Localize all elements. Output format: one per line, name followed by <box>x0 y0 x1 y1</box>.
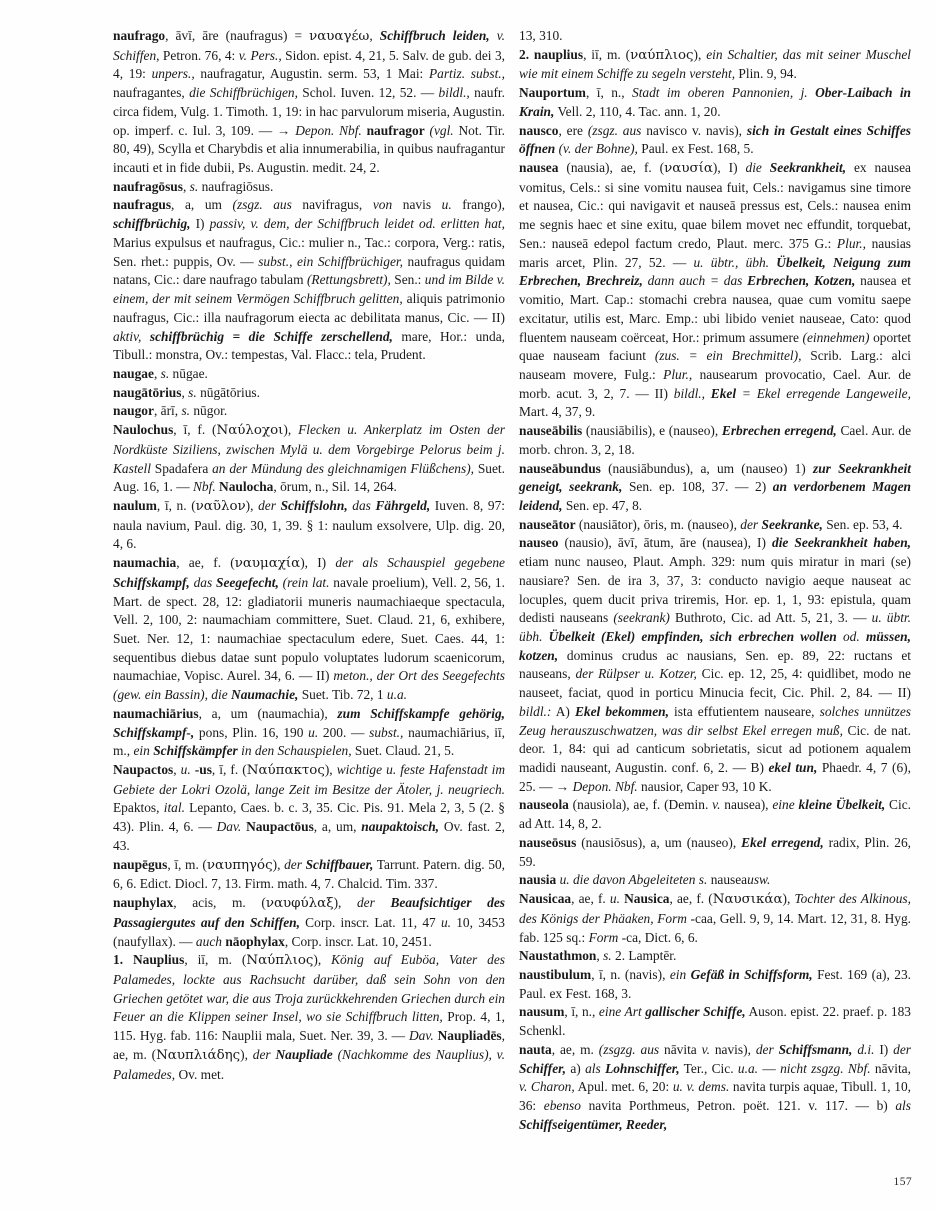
page-number: 157 <box>893 1176 912 1188</box>
dictionary-entry: Nauportum, ī, n., Stadt im oberen Pannonien, j. Ober-Laibach in Krain, Vell. 2, 110, 4. Tac. ann. 1, 20. <box>519 85 911 119</box>
dictionary-entry: naugor, ārī, s. nūgor. <box>113 403 228 419</box>
dictionary-entry: nauseābundus (nausiābundus), a, um (nauseo) 1) zur Seekrankheit geneigt, seekrank, Sen. ep. 108, 37. — 2) an verdorbenem Magen leidend, Sen. ep. 47, 8. <box>519 460 911 513</box>
dictionary-entry: naugae, s. nūgae. <box>113 365 208 381</box>
dictionary-entry: nauseo (nausio), āvī, ātum, āre (nausea), I) die Seekrankheit haben, etiam nunc nauseo, Plaut. Amph. 329: num quis miratur in mari (se) nausiare? Sen. de ira 3, 37, 3: conducto navigio aeque nauseat ac locuples, quem ducit priva triremis, Hor. ep. 1, 1, 93: epistula, quam dedisti nauseans (seekrank) Buthroto, Cic. ad Att. 5, 21, 3. — u. übtr. übh. Übelkeit (Ekel) empfinden, sich erbrechen wollen od. müssen, kotzen, dominus crudus ac nausians, Sen. ep. 89, 22: ructans et nauseans, der Rülpser u. Kotzer, Cic. ep. 12, 25, 4: quidlibet, modo ne nauseet, faciat, quod in porticu Minucia fecit, Cic. Phil. 2, 84. — II) bildl.: A) Ekel bekommen, ista effutientem nauseare, solches unnützes Zeug herauszuschwatzen, was dir selbst Ekel erregen muß, Cic. de nat. deor. 1, 84: qui ad canticum sobrietatis, sicut ad potionem aqualem madidi nauseant, Augustin. conf. 6, 2. — B) ekel tun, Phaedr. 4, 7 (6), 25. — → Depon. Nbf. nausior, Caper 93, 10 K. <box>519 535 911 794</box>
dictionary-entry: nausia u. die davon Abgeleiteten s. nauseausw. <box>519 872 771 888</box>
dictionary-entry: Nausicaa, ae, f. u. Nausica, ae, f. (Ναυσικάα), Tochter des Alkinous, des Königs der Phäaken, Form -caa, Gell. 9, 9, 14. Mart. 12, 31, 8. Hyg. fab. 125 sq.: Form -ca, Dict. 6, 6. <box>519 891 911 945</box>
dictionary-entry: naumachiārius, a, um (naumachia), zum Schiffskampfe gehörig, Schiffskampf-, pons, Plin. 16, 190 u. 200. — subst., naumachiārius, iī, m., ein Schiffskämpfer in den Schauspielen, Suet. Claud. 21, 5. <box>113 705 506 759</box>
dictionary-entry: 2. nauplius, iī, m. (ναύπλιος), ein Schaltier, das mit seiner Muschel wie mit einem Schiffe zu segeln versteht, Plin. 9, 94. <box>519 46 912 82</box>
dictionary-entry: nauphylax, acis, m. (ναυφύλαξ), der Beaufsichtiger des Passagiergutes auf den Schiffen, Corp. inscr. Lat. 11, 47 u. 10, 3453 (naufyllax). — auch nāophylax, Corp. inscr. Lat. 10, 2451. <box>113 895 505 949</box>
dictionary-entry: naulum, ī, n. (ναῦλον), der Schiffslohn, das Fährgeld, Iuven. 8, 97: naula navium, Paul. dig. 30, 1, 39. § 1: naulum exsolvere, Ulp. dig. 20, 4, 6. <box>113 497 505 552</box>
dictionary-entry: naustibulum, ī, n. (navis), ein Gefäß in Schiffsform, Fest. 169 (a), 23. Paul. ex Fest. 168, 3. <box>519 966 911 1001</box>
dictionary-entry: nausum, ī, n., eine Art gallischer Schiffe, Auson. epist. 22. praef. p. 183 Schenkl. <box>519 1004 911 1039</box>
dictionary-entry: Naupactos, u. -us, ī, f. (Ναύπακτος), wichtige u. feste Hafenstadt im Gebiete der Lokri Ozolä, lange Zeit im Besitze der Ätoler, j. neugriech. Epaktos, ital. Lepanto, Caes. b. c. 3, 35. Cic. Pis. 91. Mela 2, 3, 5 (2. § 43). Plin. 4, 6. — Dav. Naupactōus, a, um, naupaktoisch, Ov. fast. 2, 43. <box>113 762 506 853</box>
dictionary-entry: naufrago, āvī, āre (naufragus) = ναυαγέω, Schiffbruch leiden, v. Schiffen, Petron. 76, 4: v. Pers., Sidon. epist. 4, 21, 5. Salv. de gub. dei 3, 4, 19: unpers., naufragatur, Augustin. serm. 53, 1 Mai: Partiz. subst., naufragantes, die Schiffbrüchigen, Schol. Iuven. 12, 52. — bildl., naufr. circa fidem, Vulg. 1. Timoth. 1, 19: in hac parvulorum miseria, Augustin. op. imperf. c. Iul. 3, 109. — → Depon. Nbf. naufragor (vgl. Not. Tir. 80, 49), Scylla et Charybdis et alia innumerabilia, in quibus naufragantur incauti et in fide dubii, Ps. Augustin. medit. 24, 2. <box>113 28 506 176</box>
dictionary-entry: nauseola (nausiola), ae, f. (Demin. v. nausea), eine kleine Übelkeit, Cic. ad Att. 14, 8, 2. <box>519 797 911 832</box>
dictionary-entry: nauseōsus (nausiōsus), a, um (nauseo), Ekel erregend, radix, Plin. 26, 59. <box>519 834 912 869</box>
dictionary-entry: nauta, ae, m. (zsgzg. aus nāvita v. navis), der Schiffsmann, d.i. I) der Schiffer, a) als Lohnschiffer, Ter., Cic. u.a. — nicht zsgzg. Nbf. nāvita, v. Charon, Apul. met. 6, 20: u. v. dems. navita turpis aquae, Tibull. 1, 10, 36: ebenso navita Porthmeus, Petron. poët. 121. v. 117. — b) als Schiffseigentümer, Reeder, <box>519 1041 912 1132</box>
dictionary-entry: naupēgus, ī, m. (ναυπηγός), der Schiffbauer, Tarrunt. Patern. dig. 50, 6, 6. Edict. Diocl. 7, 13. Firm. math. 4, 7. Chalcid. Tim. 337. <box>113 856 506 892</box>
dictionary-entry: nausco, ere (zsgz. aus navisco v. navis), sich in Gestalt eines Schiffes öffnen (v. der Bohne), Paul. ex Fest. 168, 5. <box>519 122 912 157</box>
entry-continuation: 13, 310. <box>519 28 563 43</box>
dictionary-entry: 1. Nauplius, iī, m. (Ναύπλιος), König auf Euböa, Vater des Palamedes, lockte aus Rachsucht darüber, daß sein Sohn von den Griechen getötet war, die aus Troja zurückkehrenden Griechen durch ein Feuer an die Klippen seiner Insel, wo sie Schiffbruch litten, Prop. 4, 1, 115. Hyg. fab. 116: Nauplii mala, Suet. Ner. 39, 3. — Dav. Naupliadēs, ae, m. (Ναυπλιάδης), der Naupliade (Nachkomme des Nauplius), v. Palamedes, Ov. met. <box>113 952 506 1082</box>
dictionary-entry: naumachia, ae, f. (ναυμαχία), I) der als Schauspiel gegebene Schiffskampf, das Seegefecht, (rein lat. navale proelium), Vell. 2, 56, 1. Mart. de spect. 28, 12: gladiatorii muneris naumachiaeque spectacula, Vell. 2, 100, 2: naumachiam committere, Suet. Claud. 21, 6, exhibere, Suet. Ner. 12, 1: naumachiae spectaculum edere, Suet. Caes. 44, 1: sequentibus diebus datae sunt populo voluptates ludorum scaenicorum, naumachiae, Vopisc. Aurel. 34, 6. — II) meton., der Ort des Seegefechts (gew. ein Bassin), die Naumachie, Suet. Tib. 72, 1 u.a. <box>113 555 505 703</box>
dictionary-entry: nauseābilis (nausiābilis), e (nauseo), Erbrechen erregend, Cael. Aur. de morb. chron. 3, 2, 18. <box>519 423 912 457</box>
dictionary-entry: Naustathmon, s. 2. Lamptēr. <box>519 948 677 964</box>
dictionary-entry: Naulochus, ī, f. (Ναύλοχοι), Flecken u. Ankerplatz im Osten der Nordküste Siziliens, zwischen Mylä u. dem Vorgebirge Pelorus beim j. Kastell Spadafera an der Mündung des gleichnamigen Flüßchens), Suet. Aug. 16, 1. — Nbf. Naulocha, ōrum, n., Sil. 14, 264. <box>113 422 506 495</box>
dictionary-entry: nauseātor (nausiātor), ōris, m. (nauseo), der Seekranke, Sen. ep. 53, 4. <box>519 516 903 532</box>
dictionary-entry: naugātōrius, s. nūgātōrius. <box>113 384 260 400</box>
page-columns <box>113 27 912 1157</box>
dictionary-entry: nausea (nausia), ae, f. (ναυσία), I) die Seekrankheit, ex nausea vomitus, Cels.: si sine vomitu nausea fuit, Cels.: navigamus sine timore et nausea, Cic.: qui navigavit et nauseā pressus est, Cels.: nausea enim me segnis haec et sine exitu, quae bilem movet nec effundit, torquebat, Sen.: nauseā edepol factum credo, Plaut. merc. 375 G.: Plur., nausias maris arcet, Plin. 27, 52. — u. übtr., übh. Übelkeit, Neigung zum Erbrechen, Brechreiz, dann auch = das Erbrechen, Kotzen, nausea et vomitio, Mart. Cap.: stomachi crebra nausea, quae cum vomitu saepe excitatur, utilis est, Marc. Emp.: ubi libido veniet nauseae, Cato: quod fluentem nauseam coërceat, Hor.: primum assumere (einnehmen) oportet quae nauseam faciunt (zus. = ein Brechmittel), Scrib. Larg.: alci nauseam movere, Fulg.: Plur., nausearum provocatio, Cael. Aur. de morb. acut. 3, 2, 7. — II) bildl., Ekel = Ekel erregende Langeweile, Mart. 4, 37, 9. <box>519 160 912 420</box>
dictionary-entry: naufragus, a, um (zsgz. aus navifragus, von navis u. frango), schiffbrüchig, I) passiv, v. dem, der Schiffbruch leidet od. erlitten hat, Marius expulsus et naufragus, Cic.: mulier n., Tac.: corpora, Verg.: ratis, Sen. rhet.: puppis, Ov. — subst., ein Schiffbrüchiger, naufragus quidam natans, Cic.: dare naufrago tabulam (Rettungsbrett), Sen.: und im Bilde v. einem, der mit seinem Vermögen Schiffbruch gelitten, aliquis patrimonio naufragus, Cic.: illa naufragorum eiecta ac debilitata manus, Cic. — II) aktiv, schiffbrüchig = die Schiffe zerschellend, mare, Hor.: unda, Tibull.: monstra, Ov.: tempestas, Val. Flacc.: tela, Prudent. <box>113 197 506 363</box>
left-text-column <box>113 27 505 1157</box>
dictionary-entry: naufragōsus, s. naufragiōsus. <box>113 178 274 194</box>
right-text-column <box>519 27 911 1157</box>
